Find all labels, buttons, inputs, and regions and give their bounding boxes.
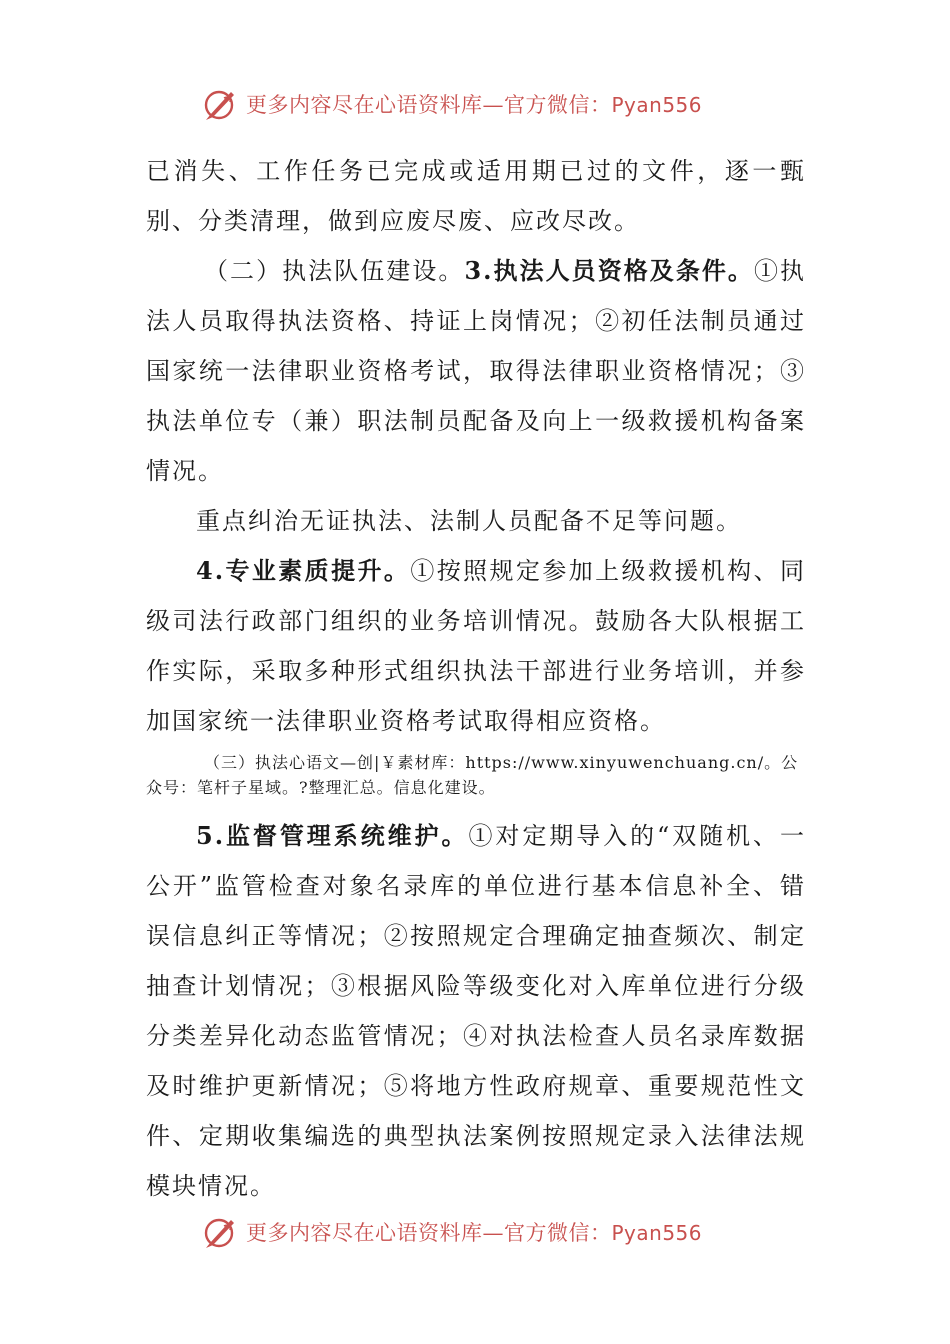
section-heading-2: （二）执法队伍建设。 <box>204 257 465 285</box>
paragraph-6-body: ①对定期导入的“双随机、一公开”监管检查对象名录库的单位进行基本信息补全、错误信息纠正等情况；②按照规定合理确定抽查频次、制定抽查计划情况；③根据风险等级变化对入库单位进行分级分类差异化动态监管情况；④对执法检查人员名录库数据及时维护更新情况；⑤将地方性政府规章、重要规范性文件、定期收集编选的典型执法案例按照规定录入法律法规模块情况。 <box>146 822 806 1200</box>
paragraph-3: 重点纠治无证执法、法制人员配备不足等问题。 <box>196 507 742 535</box>
paragraph-2 <box>146 246 806 496</box>
paragraph-4-body: ①按照规定参加上级救援机构、同级司法行政部门组织的业务培训情况。鼓励各大队根据工作实际，采取多种形式组织执法干部进行业务培训，并参加国家统一法律职业资格考试取得相应资格。 <box>146 557 806 735</box>
watermark-text: 更多内容尽在心语资料库—官方微信：Pyan556 <box>245 1221 702 1245</box>
item-heading-3: 3.执法人员资格及条件。 <box>464 256 754 285</box>
pen-circle-logo-icon <box>200 1212 240 1252</box>
pen-circle-logo-icon <box>200 84 240 124</box>
item-heading-5: 5.监督管理系统维护。 <box>196 821 469 850</box>
paragraph-6 <box>146 811 806 1211</box>
item-heading-4: 4.专业素质提升。 <box>196 556 411 585</box>
paragraph-5-small: （三）执法心语文—创|￥素材库：https://www.xinyuwenchuang.cn/。公众号：笔杆子星域。?整理汇总。信息化建设。 <box>146 753 799 797</box>
header-watermark <box>0 82 950 126</box>
watermark-text: 更多内容尽在心语资料库—官方微信：Pyan556 <box>245 93 702 117</box>
watermark-wechat-id: Pyan556 <box>611 93 702 117</box>
paragraph-1: 已消失、工作任务已完成或适用期已过的文件，逐一甄别、分类清理，做到应废尽废、应改尽改。 <box>146 157 806 235</box>
footer-watermark <box>0 1210 950 1254</box>
document-body <box>146 146 806 1211</box>
watermark-wechat-id: Pyan556 <box>611 1221 702 1245</box>
paragraph-4 <box>146 546 806 746</box>
paragraph-2-body: ①执法人员取得执法资格、持证上岗情况；②初任法制员通过国家统一法律职业资格考试，取得法律职业资格情况；③执法单位专（兼）职法制员配备及向上一级救援机构备案情况。 <box>146 257 807 485</box>
